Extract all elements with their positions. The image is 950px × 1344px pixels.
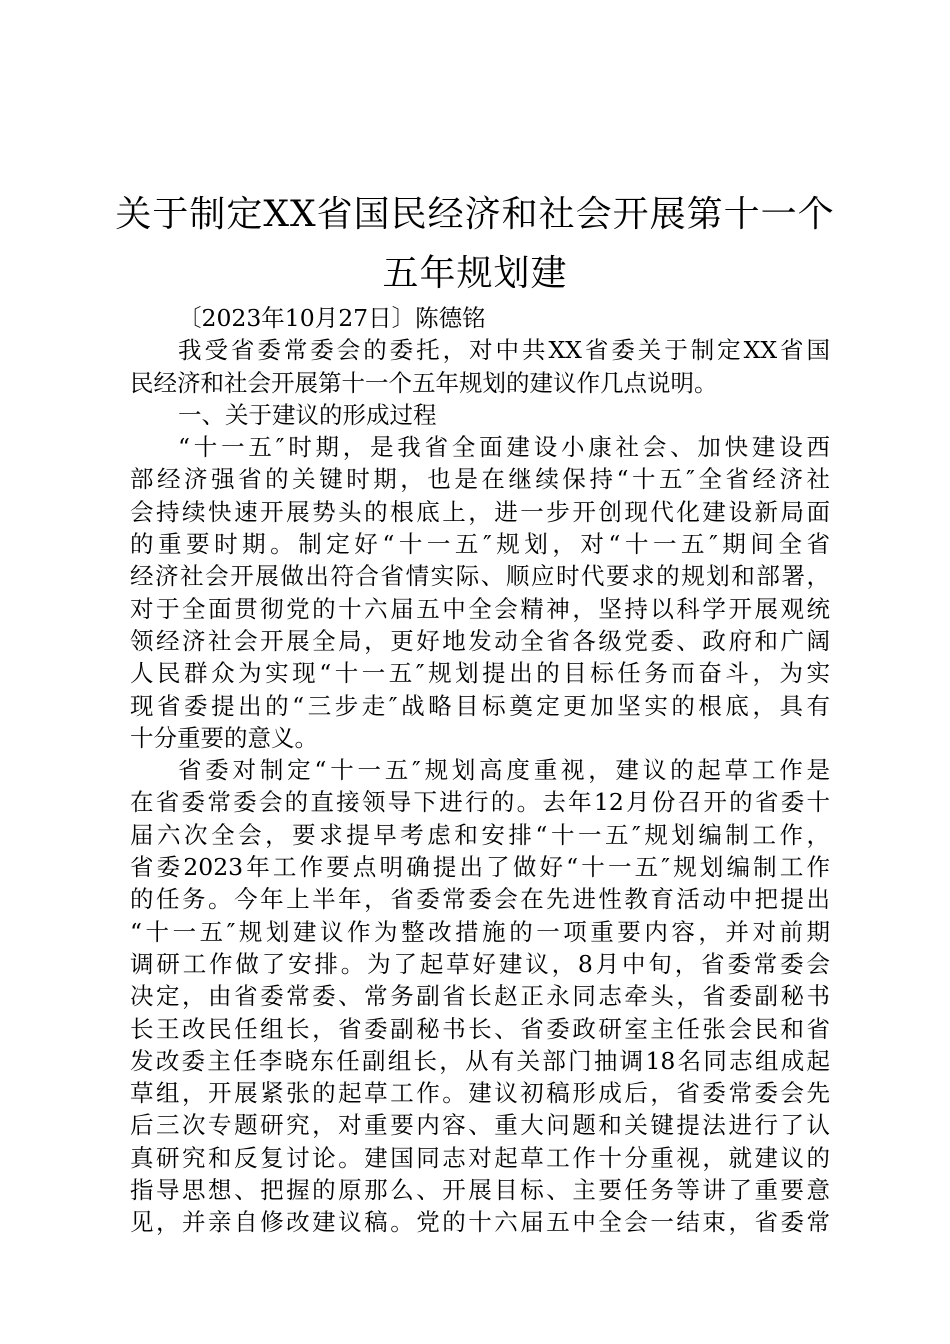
body-line: 十分重要的意义。 <box>130 723 318 752</box>
body-line: 的重要时期。制定好“十一五″规划，对“十一五″期间全省 <box>130 530 830 559</box>
body-line: 我受省委常委会的委托，对中共XX省委关于制定XX省国 <box>178 336 830 365</box>
body-line: 经济社会开展做出符合省情实际、顺应时代要求的规划和部署， <box>130 562 830 591</box>
body-line: 发改委主任李晓东任副组长，从有关部门抽调18名同志组成起 <box>130 1046 830 1075</box>
body-line: 调研工作做了安排。为了起草好建议，8月中旬，省委常委会 <box>130 949 830 978</box>
body-line: 的任务。今年上半年，省委常委会在先进性教育活动中把提出 <box>130 885 830 914</box>
document-title-line-1: 关于制定XX省国民经济和社会开展第十一个 <box>115 194 835 235</box>
body-line: 省委2023年工作要点明确提出了做好“十一五″规划编制工作 <box>130 853 830 882</box>
body-line: 见，并亲自修改建议稿。党的十六届五中全会一结束，省委常 <box>130 1208 830 1237</box>
document-body <box>130 302 830 1239</box>
body-line: 会持续快速开展势头的根底上，进一步开创现代化建设新局面 <box>130 497 830 526</box>
body-line: 一、关于建议的形成过程 <box>178 400 437 429</box>
body-line: 领经济社会开展全局，更好地发动全省各级党委、政府和广阔 <box>130 626 830 655</box>
body-line: 草组，开展紧张的起草工作。建议初稿形成后，省委常委会先 <box>130 1079 830 1108</box>
body-line: “十一五″时期，是我省全面建设小康社会、加快建设西 <box>178 433 830 462</box>
body-line: 部经济强省的关键时期，也是在继续保持“十五″全省经济社 <box>130 465 830 494</box>
date-author-line: 〔2023年10月27日〕陈德铭 <box>178 304 486 332</box>
body-line: 决定，由省委常委、常务副省长赵正永同志牵头，省委副秘书 <box>130 982 830 1011</box>
body-line: 指导思想、把握的原那么、开展目标、主要任务等讲了重要意 <box>130 1176 830 1205</box>
body-line: 省委对制定“十一五″规划高度重视，建议的起草工作是 <box>178 756 830 785</box>
body-line: 届六次全会，要求提早考虑和安排“十一五″规划编制工作， <box>130 820 830 849</box>
body-line: 对于全面贯彻党的十六届五中全会精神，坚持以科学开展观统 <box>130 594 830 623</box>
body-line: 后三次专题研究，对重要内容、重大问题和关键提法进行了认 <box>130 1111 830 1140</box>
body-line: 现省委提出的“三步走″战略目标奠定更加坚实的根底，具有 <box>130 691 830 720</box>
body-line: “十一五″规划建议作为整改措施的一项重要内容，并对前期 <box>130 917 830 946</box>
document-title-line-2: 五年规划建 <box>382 253 568 294</box>
body-line: 在省委常委会的直接领导下进行的。去年12月份召开的省委十 <box>130 788 830 817</box>
body-line: 民经济和社会开展第十一个五年规划的建议作几点说明。 <box>130 368 718 397</box>
body-text <box>130 334 830 1238</box>
body-line: 真研究和反复讨论。建国同志对起草工作十分重视，就建议的 <box>130 1143 830 1172</box>
body-line: 人民群众为实现“十一五″规划提出的目标任务而奋斗，为实 <box>130 659 830 688</box>
body-line: 长王改民任组长，省委副秘书长、省委政研室主任张会民和省 <box>130 1014 830 1043</box>
